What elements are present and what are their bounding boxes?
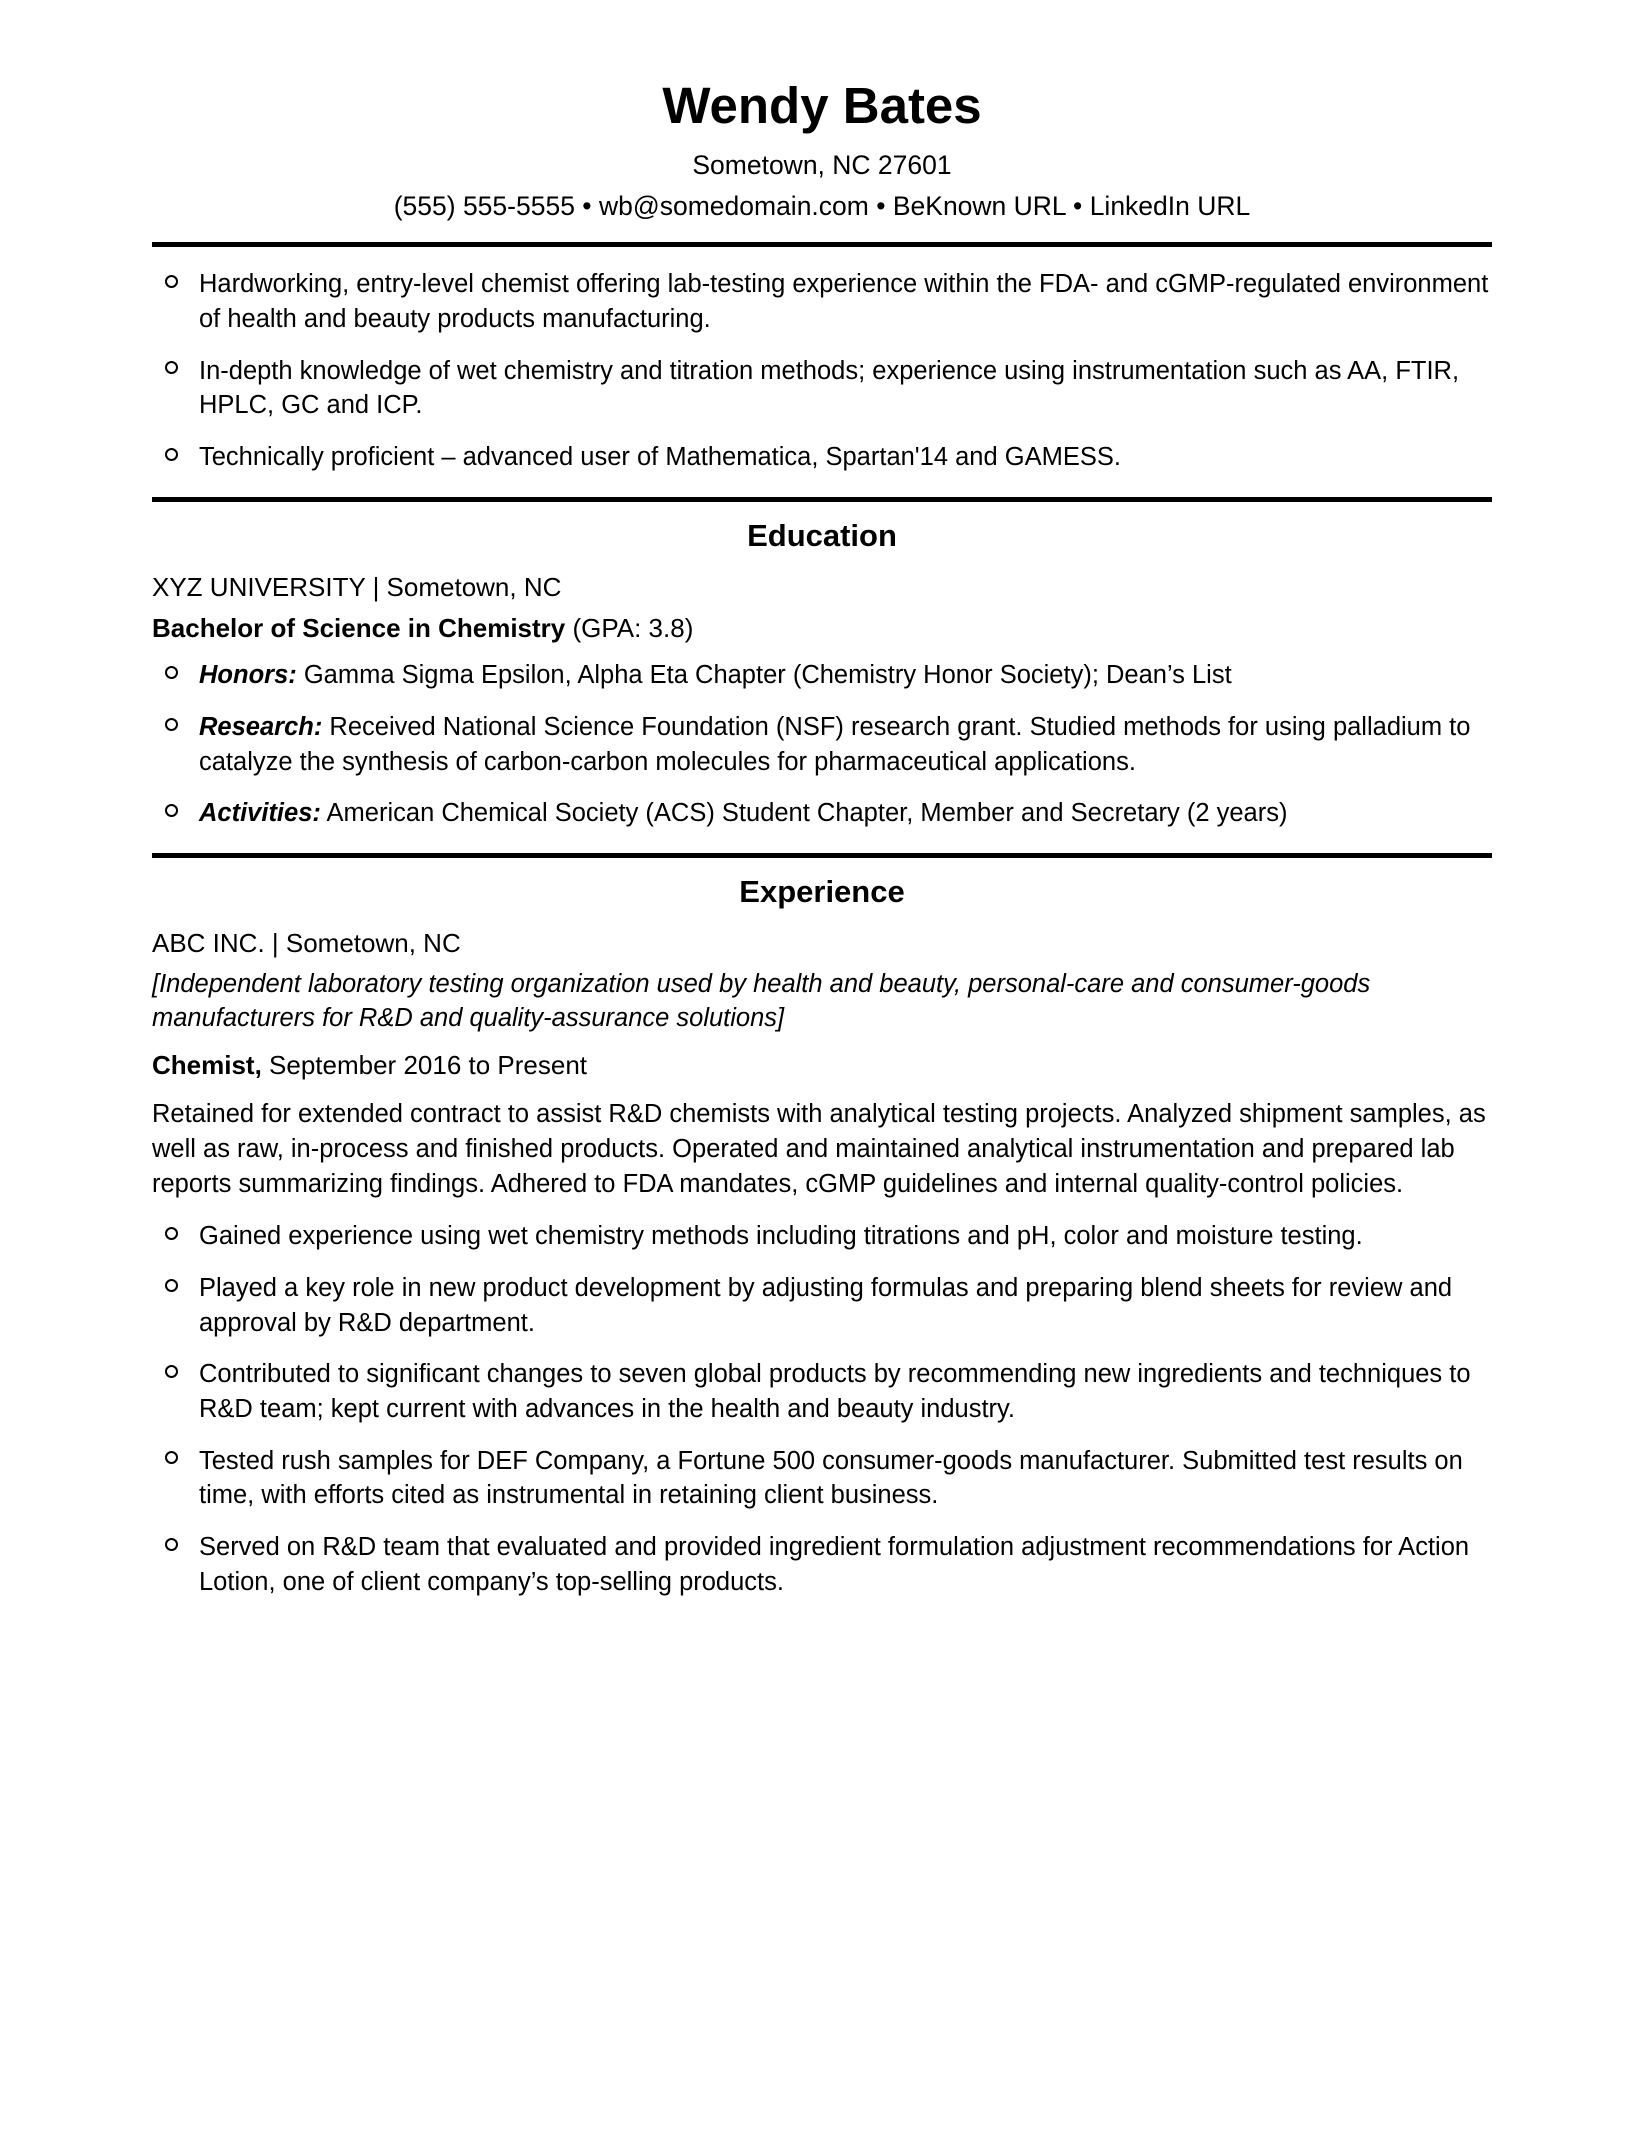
list-item <box>152 796 1492 831</box>
experience-bullet-text: Tested rush samples for DEF Company, a Fortune 500 consumer-goods manufacturer. Submitted test results on time, with efforts cited as instrumental in retaining client business. <box>199 1446 1463 1510</box>
education-bullet-text: American Chemical Society (ACS) Student Chapter, Member and Secretary (2 years) <box>320 799 1288 828</box>
summary-bullet-list <box>152 267 1492 474</box>
experience-bullet-text: Served on R&D team that evaluated and provided ingredient formulation adjustment recommendations for Action Lotion, one of client company’s top-selling products. <box>199 1532 1470 1596</box>
list-item <box>152 1271 1492 1340</box>
experience-company-description: [Independent laboratory testing organization used by health and beauty, personal-care and consumer-goods manufacturers for R&D and quality-assurance solutions] <box>152 970 1371 1033</box>
summary-bullet-text: Hardworking, entry-level chemist offering lab-testing experience within the FDA- and cGMP-regulated environment of health and beauty products manufacturing. <box>199 270 1489 333</box>
circle-bullet-icon <box>165 804 178 817</box>
experience-title-line <box>152 1048 1492 1083</box>
education-section <box>152 517 1492 832</box>
summary-section <box>152 267 1492 474</box>
list-item <box>152 658 1492 693</box>
education-school-line: XYZ UNIVERSITY | Sometown, NC <box>152 571 562 602</box>
circle-bullet-icon <box>165 718 178 731</box>
candidate-location: Sometown, NC 27601 <box>692 150 952 181</box>
list-item <box>152 267 1492 336</box>
circle-bullet-icon <box>165 1538 178 1551</box>
experience-bullet-text: Played a key role in new product development by adjusting formulas and preparing blend sheets for review and approval by R&D department. <box>199 1273 1453 1337</box>
circle-bullet-icon <box>165 666 178 679</box>
education-bullet-text: Gamma Sigma Epsilon, Alpha Eta Chapter (Chemistry Honor Society); Dean’s List <box>296 661 1232 690</box>
education-degree: Bachelor of Science in Chemistry <box>152 612 566 643</box>
circle-bullet-icon <box>165 448 178 461</box>
section-title-experience: Experience <box>739 874 905 910</box>
experience-bullet-text: Gained experience using wet chemistry methods including titrations and pH, color and moisture testing. <box>199 1222 1363 1251</box>
summary-bullet-text: In-depth knowledge of wet chemistry and titration methods; experience using instrumentation such as AA, FTIR, HPLC, GC and ICP. <box>199 356 1460 420</box>
education-bullet-text: Received National Science Foundation (NSF) research grant. Studied methods for using palladium to catalyze the synthesis of carbon-carbon molecules for pharmaceutical applications. <box>199 713 1471 776</box>
experience-section <box>152 873 1492 1599</box>
experience-bullet-text: Contributed to significant changes to seven global products by recommending new ingredients and techniques to R&D team; kept current with advances in the health and beauty industry. <box>199 1360 1471 1423</box>
divider-rule-header <box>152 242 1492 247</box>
education-gpa: (GPA: 3.8) <box>565 612 694 643</box>
list-item <box>152 354 1492 423</box>
experience-job-dates: September 2016 to Present <box>261 1050 588 1081</box>
experience-summary-paragraph: Retained for extended contract to assist R&D chemists with analytical testing projects. Analyzed shipment samples, as well as raw, in-process and finished products. Operated and maintained analytical instrumentation and prepared lab reports summarizing findings. Adhered to FDA mandates, cGMP guidelines and internal quality-control policies. <box>152 1100 1486 1198</box>
candidate-contact-line: (555) 555-5555 • wb@somedomain.com • BeKnown URL • LinkedIn URL <box>393 190 1251 221</box>
experience-job-title: Chemist, <box>152 1050 262 1081</box>
circle-bullet-icon <box>165 361 178 374</box>
experience-bullet-list <box>152 1219 1492 1599</box>
education-degree-line <box>152 611 1492 646</box>
divider-rule-experience <box>152 853 1492 858</box>
candidate-name: Wendy Bates <box>662 77 982 134</box>
list-item <box>152 440 1492 475</box>
list-item <box>152 1219 1492 1254</box>
section-title-education: Education <box>747 517 897 553</box>
experience-company-line: ABC INC. | Sometown, NC <box>152 928 461 959</box>
circle-bullet-icon <box>165 1365 178 1378</box>
summary-bullet-text: Technically proficient – advanced user of Mathematica, Spartan'14 and GAMESS. <box>199 442 1121 471</box>
list-item <box>152 1444 1492 1513</box>
list-item <box>152 710 1492 779</box>
divider-rule-education <box>152 497 1492 502</box>
circle-bullet-icon <box>165 1279 178 1292</box>
circle-bullet-icon <box>165 275 178 288</box>
circle-bullet-icon <box>165 1227 178 1240</box>
circle-bullet-icon <box>165 1451 178 1464</box>
list-item <box>152 1357 1492 1426</box>
education-bullet-label: Research: <box>199 713 323 742</box>
resume-header <box>152 78 1492 224</box>
list-item <box>152 1530 1492 1599</box>
education-bullet-label: Honors: <box>199 661 297 690</box>
education-bullet-label: Activities: <box>199 799 321 828</box>
education-bullet-list <box>152 658 1492 831</box>
